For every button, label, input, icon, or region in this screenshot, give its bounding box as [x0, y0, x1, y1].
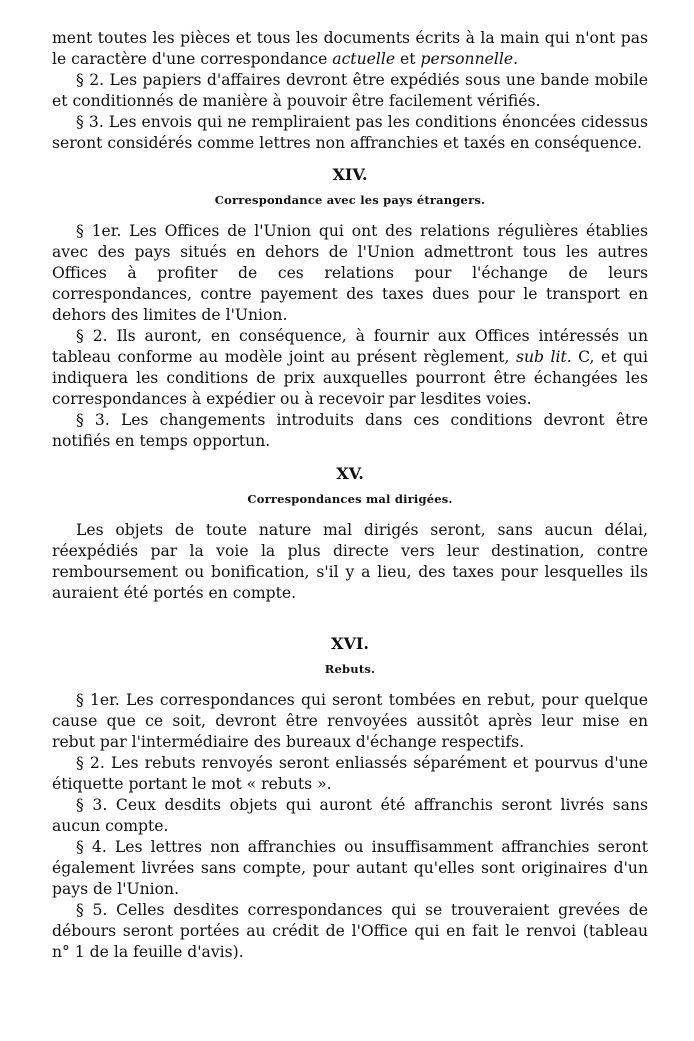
sec16-para-3: § 3. Ceux desdits objets qui auront été affranchis seront livrés sans aucun compte.	[52, 796, 648, 835]
sec14-para-2-em: sub lit.	[515, 348, 572, 366]
sec14-para-3: § 3. Les changements introduits dans ces conditions devront être notifiés en temps opportun.	[52, 411, 648, 450]
section-title-xiv: Correspondance avec les pays étrangers.	[214, 193, 486, 207]
sec13-para-3: § 3. Les envois qui ne rempliraient pas les conditions énoncées cidessus seront considérés comme lettres non affranchies et taxés en conséquence.	[52, 113, 648, 152]
section-numeral-xvi: XVI.	[331, 634, 369, 653]
sec16-para-2: § 2. Les rebuts renvoyés seront enliassés séparément et pourvus d'une étiquette portant le mot « rebuts ».	[52, 754, 648, 793]
intro-paragraph	[52, 28, 648, 70]
sec13-para-2: § 2. Les papiers d'affaires devront être expédiés sous une bande mobile et conditionnés de manière à pouvoir être facilement vérifiés.	[52, 71, 648, 110]
intro-end: .	[513, 50, 519, 68]
section-numeral-xiv: XIV.	[332, 165, 368, 184]
intro-mid: et	[395, 50, 421, 68]
intro-em-personnelle: personnelle	[420, 50, 514, 68]
intro-text: ment toutes les pièces et tous les documents écrits à la main qui n'ont pas le caractère d'une correspondance	[52, 29, 648, 68]
section-title-xv: Correspondances mal dirigées.	[247, 492, 453, 506]
sec16-para-4: § 4. Les lettres non affranchies ou insuffisamment affranchies seront également livrées sans compte, pour autant qu'elles sont originaires d'un pays de l'Union.	[52, 838, 648, 898]
sec14-para-1: § 1er. Les Offices de l'Union qui ont des relations régulières établies avec des pays situés en dehors de l'Union admettront tous les autres Offices à profiter de ces relations pour l'échange de leurs correspondances, contre payement des taxes dues pour le transport en dehors des limites de l'Union.	[52, 222, 648, 324]
sec14-para-2-rest: C, et qui indiquera les conditions de prix auxquelles pourront être échangées les correspondances à expédier ou à recevoir par lesdites voies.	[52, 348, 648, 408]
section-title-xvi: Rebuts.	[324, 662, 376, 676]
document-page	[52, 28, 648, 963]
sec16-para-1: § 1er. Les correspondances qui seront tombées en rebut, pour quelque cause que ce soit, devront être renvoyées aussitôt après leur mise en rebut par l'intermédiaire des bureaux d'échange respectifs.	[52, 691, 648, 751]
sec16-para-5: § 5. Celles desdites correspondances qui se trouveraient grevées de débours seront portées au crédit de l'Office qui en fait le renvoi (tableau n° 1 de la feuille d'avis).	[52, 901, 648, 961]
sec14-para-2	[52, 326, 648, 410]
section-numeral-xv: XV.	[336, 464, 364, 483]
intro-em-actuelle: actuelle	[332, 50, 396, 68]
sec14-para-2-text: § 2. Ils auront, en conséquence, à fournir aux Offices intéressés un tableau conforme au modèle joint au présent règlement,	[52, 327, 648, 366]
sec15-para-1: Les objets de toute nature mal dirigés seront, sans aucun délai, réexpédiés par la voie la plus directe vers leur destination, contre remboursement ou bonification, s'il y a lieu, des taxes pour lesquelles ils auraient été portés en compte.	[52, 521, 648, 602]
